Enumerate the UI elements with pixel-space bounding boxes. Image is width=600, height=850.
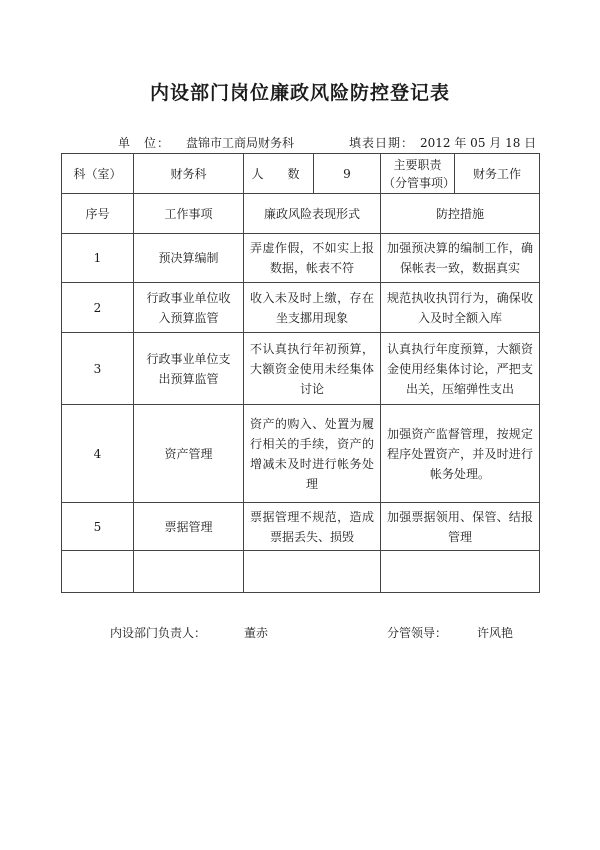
row-seq: 3 (62, 333, 134, 405)
duty-label (381, 154, 455, 194)
table-row (62, 234, 540, 283)
empty-cell (244, 551, 381, 593)
empty-cell (381, 551, 540, 593)
col-seq-header: 序号 (62, 194, 134, 234)
leader-value: 许风艳 (477, 626, 514, 640)
unit-label: 单 位： (118, 136, 171, 150)
leader-label: 分管领导： (387, 626, 448, 640)
leader-signoff (387, 624, 513, 641)
row-seq: 1 (62, 234, 134, 283)
risk-register-table (61, 153, 540, 593)
unit-field (118, 134, 294, 151)
dept-value: 财务科 (134, 154, 244, 194)
date-field (349, 134, 536, 151)
column-header-row (62, 194, 540, 234)
row-item: 预决算编制 (134, 234, 244, 283)
table-row (62, 333, 540, 405)
row-risk: 收入未及时上缴，存在坐支挪用现象 (244, 283, 381, 333)
department-head-value: 董赤 (244, 626, 269, 640)
dept-label: 科（室） (62, 154, 134, 194)
row-risk: 票据管理不规范，造成票据丢失、损毁 (244, 503, 381, 551)
page-title: 内设部门岗位廉政风险防控登记表 (149, 82, 450, 104)
empty-row (62, 551, 540, 593)
row-control: 认真执行年度预算，大额资金使用经集体讨论，严把支出关，压缩弹性支出 (381, 333, 540, 405)
row-control: 加强票据领用、保管、结报管理 (381, 503, 540, 551)
row-seq: 4 (62, 405, 134, 503)
empty-cell (62, 551, 134, 593)
col-control-header: 防控措施 (381, 194, 540, 234)
row-item: 行政事业单位支出预算监管 (134, 333, 244, 405)
empty-cell (134, 551, 244, 593)
row-item: 资产管理 (134, 405, 244, 503)
duty-label-line1: 主要职责 (393, 157, 442, 172)
department-head-label: 内设部门负责人： (110, 626, 207, 640)
row-control: 加强预决算的编制工作，确保帐表一致，数据真实 (381, 234, 540, 283)
col-risk-header: 廉政风险表现形式 (244, 194, 381, 234)
table-row (62, 283, 540, 333)
row-seq: 2 (62, 283, 134, 333)
row-risk: 不认真执行年初预算，大额资金使用未经集体讨论 (244, 333, 381, 405)
header-info-row (62, 154, 540, 194)
table-row (62, 503, 540, 551)
row-item: 票据管理 (134, 503, 244, 551)
people-label: 人 数 (244, 154, 314, 194)
row-risk: 弄虚作假，不如实上报数据，帐表不符 (244, 234, 381, 283)
date-value: 2012 年 05 月 18 日 (420, 136, 537, 150)
table-row (62, 405, 540, 503)
unit-value: 盘锦市工商局财务科 (186, 136, 295, 150)
date-label: 填表日期： (349, 136, 415, 150)
row-item: 行政事业单位收入预算监管 (134, 283, 244, 333)
col-item-header: 工作事项 (134, 194, 244, 234)
row-seq: 5 (62, 503, 134, 551)
department-head-signoff (110, 624, 268, 641)
duty-value: 财务工作 (455, 154, 540, 194)
people-value: 9 (314, 154, 381, 194)
row-risk: 资产的购入、处置为履行相关的手续，资产的增减未及时进行帐务处理 (244, 405, 381, 503)
row-control: 规范执收执罚行为，确保收入及时全额入库 (381, 283, 540, 333)
row-control: 加强资产监督管理，按规定程序处置资产，并及时进行帐务处理。 (381, 405, 540, 503)
duty-label-line2: （分管事项） (383, 175, 456, 190)
